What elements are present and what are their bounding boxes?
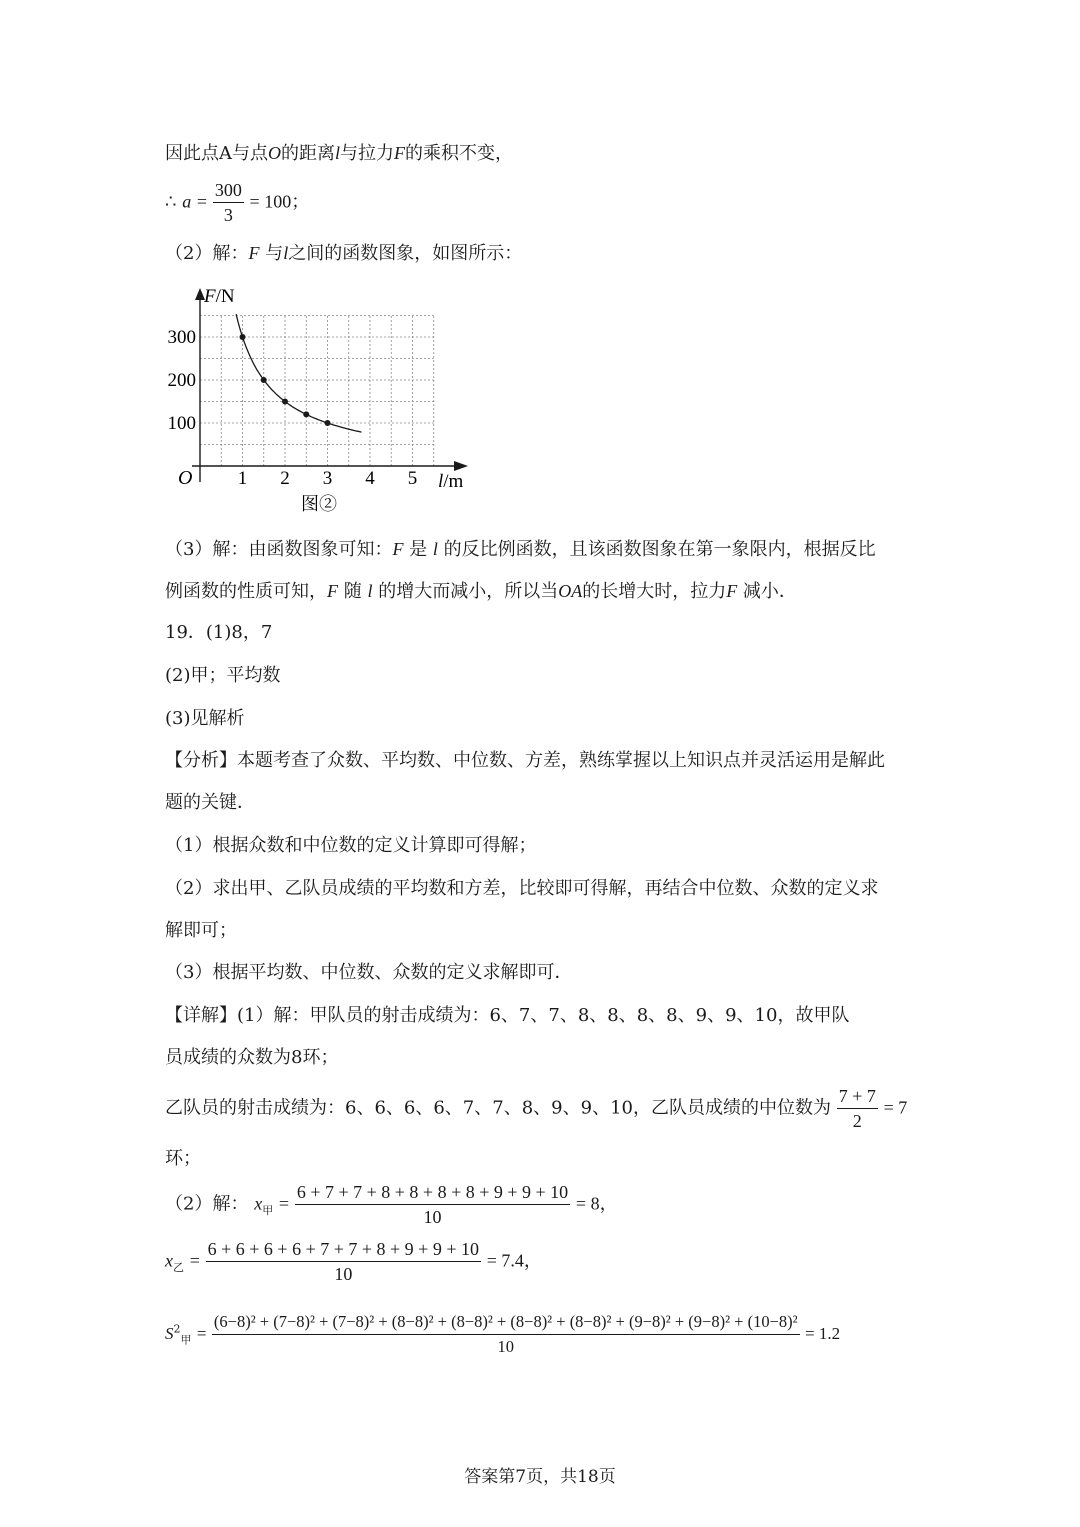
text: （2）解： — [165, 243, 249, 264]
therefore-symbol: ∴ — [165, 191, 177, 213]
q19-answer-2: (2)甲；平均数 — [165, 665, 281, 686]
analysis-line-5: 解即可； — [165, 920, 237, 941]
equals: = — [278, 1193, 290, 1214]
chart-grid — [200, 316, 434, 467]
numerator: 300 — [213, 178, 244, 203]
text: 的增大而减小，所以当 — [372, 581, 559, 602]
data-point — [303, 411, 309, 417]
subscript: 甲 — [180, 1333, 192, 1347]
y-tick-label: 200 — [167, 370, 196, 391]
subscript: 甲 — [262, 1204, 274, 1218]
var-F: F — [392, 539, 404, 559]
text: 的距离 — [281, 143, 335, 164]
text-line-5 — [165, 578, 797, 605]
var-l: l — [335, 143, 341, 163]
superscript: 2 — [173, 1322, 181, 1336]
denominator: 2 — [852, 1111, 862, 1131]
figure-caption: 图② — [301, 494, 337, 514]
text-line-3 — [165, 240, 522, 267]
text: 的反比例函数，且该函数图象在第一象限内，根据反比 — [437, 539, 876, 560]
numerator: 6 + 7 + 7 + 8 + 8 + 8 + 8 + 9 + 9 + 10 — [295, 1180, 570, 1205]
text: 的乘积不变， — [405, 143, 514, 164]
var-F: F — [394, 143, 406, 163]
denominator: 3 — [223, 205, 233, 225]
denominator: 10 — [423, 1207, 442, 1227]
analysis-line-2: 题的关键． — [165, 792, 255, 813]
q19-answer-1: 19．(1)8，7 — [165, 622, 273, 643]
text: （3）解：由函数图象可知： — [165, 539, 393, 560]
text: 的长增大时，拉力 — [582, 581, 727, 602]
var-x: x — [165, 1250, 173, 1271]
y-tick-label: 100 — [167, 413, 196, 434]
var-F: F — [248, 243, 260, 263]
equals: = — [196, 1324, 207, 1343]
analysis-line-3: （1）根据众数和中位数的定义计算即可得解； — [165, 835, 537, 856]
x-axis-label: l/m — [438, 471, 464, 492]
y-axis-label: F/N — [204, 286, 235, 307]
origin-label: O — [178, 467, 193, 489]
result: = 100； — [249, 191, 310, 212]
fraction — [295, 1180, 570, 1229]
result: = 8， — [575, 1193, 618, 1214]
fraction — [213, 178, 244, 227]
equals: = — [196, 191, 208, 212]
var-x: x — [254, 1193, 263, 1214]
text: 与拉力 — [340, 143, 395, 164]
result: = 7 — [883, 1097, 908, 1118]
text: 是 — [403, 539, 433, 560]
detail-line-2: 员成绩的众数为8环； — [165, 1047, 339, 1068]
fraction — [837, 1084, 878, 1133]
x-tick-label: 3 — [322, 468, 333, 489]
denominator: 10 — [334, 1264, 353, 1284]
analysis-line-1: 【分析】本题考查了众数、平均数、中位数、方差，熟练掌握以上知识点并灵活运用是解此 — [165, 750, 885, 771]
result: = 1.2 — [804, 1324, 841, 1343]
x-axis-arrow — [454, 461, 468, 471]
formula-mean-jia — [165, 1180, 618, 1229]
numerator: 6 + 6 + 6 + 6 + 7 + 7 + 8 + 9 + 9 + 10 — [206, 1237, 481, 1262]
var-F: F — [327, 581, 338, 601]
var-a: a — [182, 191, 192, 212]
data-point — [282, 399, 288, 405]
text: 乙队员的射击成绩为：6、6、6、6、7、7、8、9、9、10，乙队员成绩的中位数为 — [165, 1097, 831, 1119]
var-l: l — [367, 581, 373, 601]
var-l: l — [283, 243, 289, 263]
equals: = — [189, 1250, 200, 1271]
data-point — [261, 377, 267, 383]
q19-answer-3: (3)见解析 — [165, 708, 245, 729]
var-F: F — [726, 581, 738, 601]
var-S: S — [165, 1324, 174, 1343]
chart-ticks — [168, 327, 418, 489]
text: 减小． — [737, 581, 797, 602]
text-line-4 — [165, 536, 876, 563]
text: （2）解： — [165, 1193, 249, 1215]
x-tick-label: 1 — [237, 468, 248, 489]
text: 因此点A与点 — [165, 143, 268, 164]
detail-line-4: 环； — [165, 1148, 201, 1169]
fraction — [212, 1310, 800, 1359]
data-point — [325, 420, 331, 426]
text: 随 — [338, 581, 368, 602]
fraction — [206, 1237, 481, 1286]
page-footer: 答案第7页，共18页 — [464, 1467, 616, 1487]
chart-axes — [192, 288, 468, 482]
y-tick-label: 300 — [167, 327, 196, 348]
numerator: 7 + 7 — [837, 1084, 878, 1109]
text-line-1 — [165, 140, 513, 167]
var-O: O — [268, 143, 281, 163]
formula-variance-jia — [165, 1310, 840, 1359]
var-OA: OA — [558, 581, 583, 601]
subscript: 乙 — [173, 1261, 184, 1275]
denominator: 10 — [497, 1337, 514, 1356]
inverse-curve — [236, 314, 361, 432]
x-tick-label: 2 — [280, 468, 290, 489]
analysis-line-4: （2）求出甲、乙队员成绩的平均数和方差，比较即可得解，再结合中位数、众数的定义求 — [165, 878, 879, 899]
formula-mean-yi — [165, 1237, 542, 1286]
inverse-function-chart — [150, 280, 490, 520]
numerator: (6−8)² + (7−8)² + (7−8)² + (8−8)² + (8−8)² + (8−8)² + (8−8)² + (9−8)² + (9−8)² + (10−8)² — [212, 1310, 800, 1335]
result: = 7.4， — [486, 1250, 542, 1271]
x-tick-label: 5 — [407, 468, 418, 489]
x-tick-label: 4 — [365, 468, 375, 489]
text: 之间的函数图象，如图所示： — [288, 243, 523, 264]
detail-line-1: 【详解】(1）解：甲队员的射击成绩为：6、7、7、8、8、8、8、9、9、10，故甲队 — [165, 1005, 850, 1026]
text: 例函数的性质可知， — [165, 581, 327, 602]
data-point — [240, 334, 246, 340]
var-l: l — [432, 539, 438, 559]
equation-a — [165, 178, 309, 227]
text: 与 — [259, 243, 284, 264]
detail-line-3 — [165, 1084, 907, 1133]
analysis-line-6: （3）根据平均数、中位数、众数的定义求解即可． — [165, 962, 573, 983]
